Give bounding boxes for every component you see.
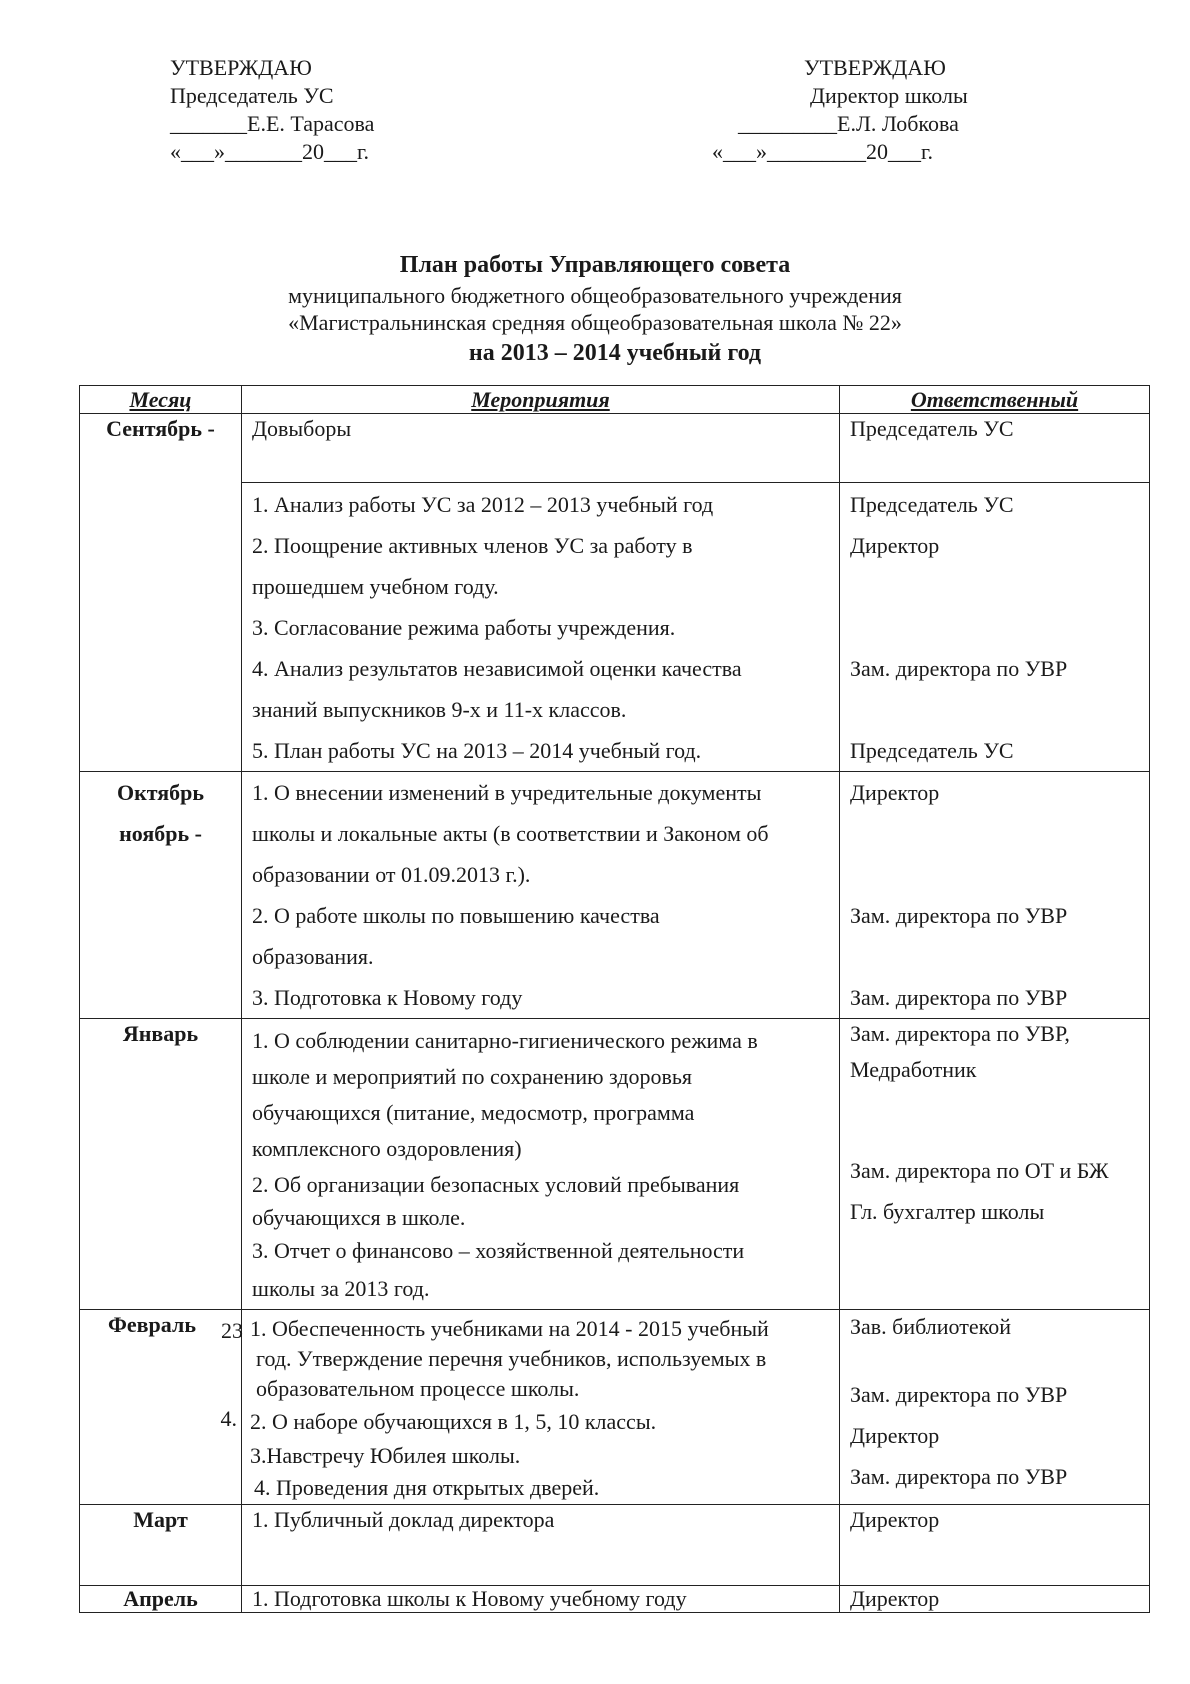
responsible-cell: [840, 1586, 1150, 1613]
approval-role: Председатель УС: [170, 83, 334, 108]
responsible-text: Медработник: [850, 1057, 977, 1082]
event-text: 1. Обеспеченность учебниками на 2014 - 2015 учебный: [250, 1316, 769, 1341]
event-cell: [242, 1310, 840, 1505]
month-cell: [80, 1310, 242, 1505]
header-events: Мероприятия: [242, 386, 840, 414]
side-number: 4.: [220, 1406, 237, 1431]
plan-table: [79, 385, 1150, 1613]
approval-date: «___»_______20___г.: [170, 139, 370, 164]
table-row: [80, 772, 1150, 1019]
responsible-text: Зам. директора по УВР: [850, 1464, 1068, 1489]
event-text: 1. Подготовка школы к Новому учебному году: [252, 1586, 687, 1611]
responsible-text: Председатель УС: [850, 492, 1014, 517]
event-text: 5. План работы УС на 2013 – 2014 учебный год.: [252, 738, 702, 763]
event-cell: [242, 414, 840, 483]
responsible-cell: [840, 1505, 1150, 1586]
event-text: образовании от 01.09.2013 г.).: [252, 862, 531, 887]
responsible-text: Директор: [850, 533, 940, 558]
month-cell: [80, 1019, 242, 1310]
event-text: 3.Навстречу Юбилея школы.: [250, 1443, 521, 1468]
event-text: образования.: [252, 944, 374, 969]
event-text: образовательном процессе школы.: [256, 1376, 580, 1401]
event-cell: [242, 1586, 840, 1613]
table-row: [80, 1505, 1150, 1586]
responsible-text: Директор: [850, 1507, 940, 1532]
event-text: обучающихся в школе.: [252, 1205, 466, 1230]
page-subtitle: муниципального бюджетного общеобразовательного учреждения: [288, 283, 902, 308]
table-row: [80, 1019, 1150, 1310]
month-label: ноябрь -: [119, 821, 202, 846]
responsible-cell: [840, 483, 1150, 772]
approval-left: [170, 54, 374, 166]
approval-title: УТВЕРЖДАЮ: [804, 55, 946, 80]
event-text: 1. О соблюдении санитарно-гигиенического режима в: [252, 1028, 758, 1053]
responsible-cell: [840, 1310, 1150, 1505]
event-text: школе и мероприятий по сохранению здоровья: [252, 1064, 693, 1089]
responsible-text: Председатель УС: [850, 738, 1014, 763]
event-text: 1. Публичный доклад директора: [252, 1507, 555, 1532]
responsible-text: Зав. библиотекой: [850, 1314, 1011, 1339]
responsible-text: Зам. директора по УВР,: [850, 1021, 1070, 1046]
page-title: План работы Управляющего совета: [399, 252, 791, 278]
responsible-text: Директор: [850, 1423, 940, 1448]
event-text: Довыборы: [252, 416, 352, 441]
responsible-cell: [840, 1019, 1150, 1310]
responsible-text: Зам. директора по УВР: [850, 656, 1068, 681]
event-text: 2. О работе школы по повышению качества: [252, 903, 660, 928]
approval-role: Директор школы: [810, 83, 968, 108]
event-cell: [242, 772, 840, 1019]
month-cell: [80, 1586, 242, 1613]
approval-signature: _______Е.Е. Тарасова: [170, 111, 375, 136]
event-text: школы за 2013 год.: [252, 1276, 430, 1301]
responsible-text: Директор: [850, 1586, 940, 1611]
event-text: прошедшем учебном году.: [252, 574, 499, 599]
approval-title: УТВЕРЖДАЮ: [170, 55, 312, 80]
month-label: Апрель: [123, 1586, 198, 1611]
event-text: 3. Отчет о финансово – хозяйственной деятельности: [252, 1238, 745, 1263]
month-label: Январь: [122, 1021, 199, 1046]
month-label: Октябрь: [116, 780, 205, 805]
table-row: [80, 414, 1150, 483]
approval-date: «___»_________20___г.: [712, 139, 934, 164]
event-text: 2. О наборе обучающихся в 1, 5, 10 классы.: [250, 1409, 657, 1434]
side-number: 23: [221, 1318, 243, 1343]
month-cell: [80, 772, 242, 1019]
responsible-text: Зам. директора по УВР: [850, 903, 1068, 928]
event-text: 2. Об организации безопасных условий пребывания: [252, 1172, 740, 1197]
approval-right: [712, 54, 968, 166]
responsible-text: Председатель УС: [850, 416, 1014, 441]
event-cell: [242, 1019, 840, 1310]
event-text: 3. Подготовка к Новому году: [252, 985, 523, 1010]
event-cell: [242, 1505, 840, 1586]
header-responsible: Ответственный: [840, 386, 1150, 414]
month-cell: [80, 414, 242, 772]
responsible-text: Зам. директора по УВР: [850, 1382, 1068, 1407]
page-subtitle: «Магистральнинская средняя общеобразовательная школа № 22»: [288, 310, 902, 335]
event-text: 2. Поощрение активных членов УС за работу в: [252, 533, 693, 558]
table-row: [80, 1586, 1150, 1613]
event-text: 1. Анализ работы УС за 2012 – 2013 учебный год: [252, 492, 714, 517]
event-text: знаний выпускников 9-х и 11-х классов.: [252, 697, 627, 722]
month-label: Сентябрь -: [106, 416, 215, 441]
event-text: школы и локальные акты (в соответствии и Законом об: [252, 821, 769, 846]
responsible-text: Гл. бухгалтер школы: [850, 1199, 1045, 1224]
event-text: 4. Проведения дня открытых дверей.: [254, 1475, 600, 1500]
month-label: Февраль: [108, 1312, 196, 1337]
responsible-cell: [840, 772, 1150, 1019]
event-text: комплексного оздоровления): [252, 1136, 522, 1161]
responsible-cell: [840, 414, 1150, 483]
event-text: 1. О внесении изменений в учредительные документы: [252, 780, 762, 805]
header-month: Месяц: [80, 386, 242, 414]
event-text: год. Утверждение перечня учебников, используемых в: [256, 1346, 767, 1371]
responsible-text: Зам. директора по ОТ и БЖ: [850, 1158, 1109, 1183]
approval-signature: _________Е.Л. Лобкова: [738, 111, 959, 136]
month-label: Март: [133, 1507, 188, 1532]
responsible-text: Директор: [850, 780, 940, 805]
event-text: обучающихся (питание, медосмотр, программа: [252, 1100, 695, 1125]
event-text: 4. Анализ результатов независимой оценки качества: [252, 656, 742, 681]
responsible-text: Зам. директора по УВР: [850, 985, 1068, 1010]
event-text: 3. Согласование режима работы учреждения.: [252, 615, 676, 640]
table-header-row: [80, 386, 1150, 414]
page-year: на 2013 – 2014 учебный год: [468, 340, 762, 366]
table-row: [80, 1310, 1150, 1505]
event-cell: [242, 483, 840, 772]
month-cell: [80, 1505, 242, 1586]
